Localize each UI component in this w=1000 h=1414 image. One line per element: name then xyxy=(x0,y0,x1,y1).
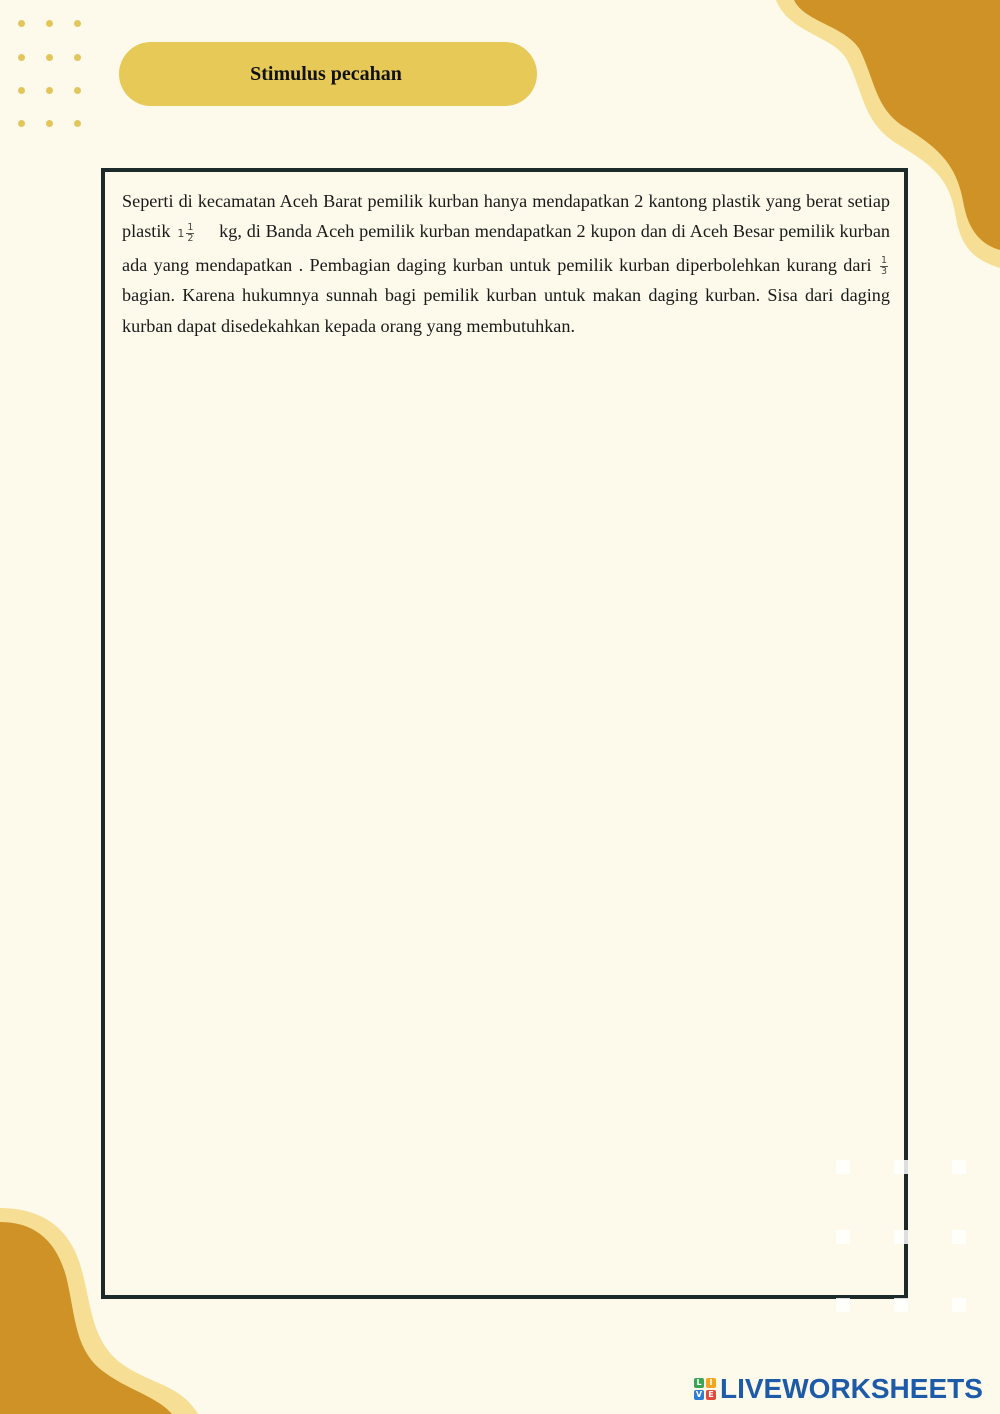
weight-fraction-numerator: 1 xyxy=(187,221,194,233)
liveworksheets-wordmark: LIVEWORKSHEETS xyxy=(720,1373,983,1404)
liveworksheets-logo[interactable] xyxy=(694,1374,983,1404)
watermark-squares xyxy=(832,1158,972,1318)
stimulus-paragraph xyxy=(122,186,890,341)
stimulus-box xyxy=(101,168,908,1299)
decorative-dot-grid xyxy=(14,16,94,132)
weight-fraction-denominator: 2 xyxy=(187,232,194,244)
title-banner xyxy=(119,42,537,106)
stimulus-text-part-1: Seperti di kecamatan Aceh Barat pemilik kurban hanya mendapatkan 2 kantong plastik yang berat setiap plastik xyxy=(122,191,890,242)
stimulus-text-part-3: bagian. Karena hukumnya sunnah bagi pemilik kurban untuk makan daging kurban. Sisa dari daging kurban dapat disedekahkan kepada orang yang membutuhkan. xyxy=(122,285,890,336)
stimulus-text-part-2: kg, di Banda Aceh pemilik kurban mendapatkan 2 kupon dan di Aceh Besar pemilik kurban ada yang mendapatkan . Pembagian daging kurban untuk pemilik kurban diperbolehkan kurang dari xyxy=(122,221,891,275)
share-fraction xyxy=(880,256,888,277)
liveworksheets-icon: L I V E xyxy=(694,1378,716,1400)
page-title: Stimulus pecahan xyxy=(250,62,402,85)
share-fraction-denominator: 3 xyxy=(880,266,888,278)
share-fraction-numerator: 1 xyxy=(880,255,888,267)
weight-whole-number: 1 xyxy=(177,227,185,241)
weight-fraction xyxy=(186,223,194,244)
